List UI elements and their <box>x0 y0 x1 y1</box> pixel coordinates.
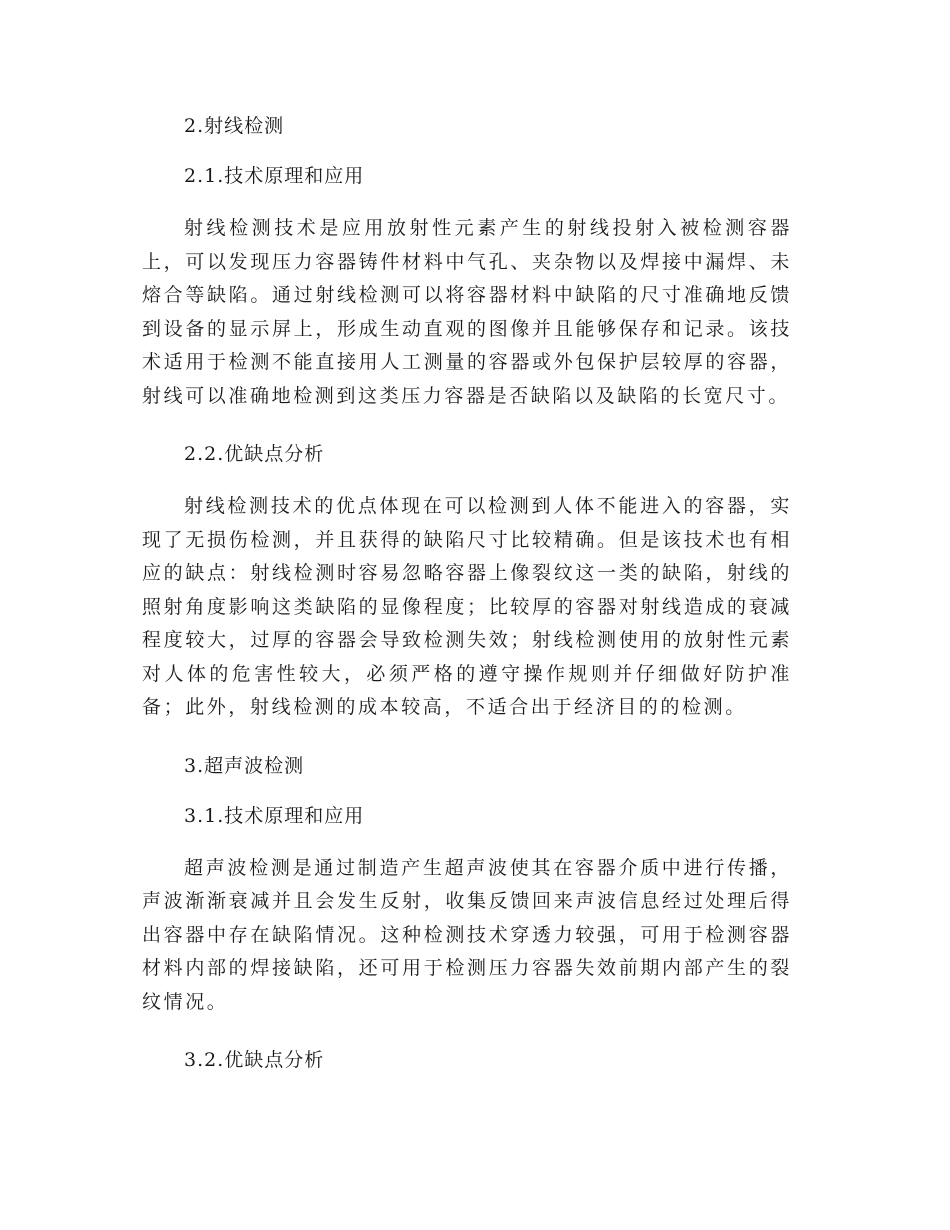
section-heading-3: 3.超声波检测 <box>184 754 305 777</box>
section-heading-3-1: 3.1.技术原理和应用 <box>184 804 365 827</box>
section-heading-2-1: 2.1.技术原理和应用 <box>184 165 365 187</box>
paragraph-ultrasonic-principle: 超声波检测是通过制造产生超声波使其在容器介质中进行传播，声波渐渐衰减并且会发生反射，收集反馈回来声波信息经过处理后得出容器中存在缺陷情况。这种检测技术穿透力较强，可用于检测容器材料内部的焊接缺陷，还可用于检测压力容器失效前期内部产生的裂纹情况。 <box>142 856 792 1013</box>
document-page <box>142 112 792 1074</box>
paragraph-ray-pros-cons: 射线检测技术的优点体现在可以检测到人体不能进入的容器，实现了无损伤检测，并且获得的缺陷尺寸比较精确。但是该技术也有相应的缺点：射线检测时容易忽略容器上像裂纹这一类的缺陷，射线的照射角度影响这类缺陷的显像程度；比较厚的容器对射线造成的衰减程度较大，过厚的容器会导致检测失效；射线检测使用的放射性元素对人体的危害性较大，必须严格的遵守操作规则并仔细做好防护准备；此外，射线检测的成本较高，不适合出于经济目的的检测。 <box>142 495 792 718</box>
section-heading-3-2: 3.2.优缺点分析 <box>184 1049 325 1071</box>
section-heading-2-2: 2.2.优缺点分析 <box>184 443 325 465</box>
section-heading-2: 2.射线检测 <box>184 115 285 137</box>
paragraph-ray-principle: 射线检测技术是应用放射性元素产生的射线投射入被检测容器上，可以发现压力容器铸件材料中气孔、夹杂物以及焊接中漏焊、未熔合等缺陷。通过射线检测可以将容器材料中缺陷的尺寸准确地反馈到设备的显示屏上，形成生动直观的图像并且能够保存和记录。该技术适用于检测不能直接用人工测量的容器或外包保护层较厚的容器，射线可以准确地检测到这类压力容器是否缺陷以及缺陷的长宽尺寸。 <box>142 217 792 407</box>
